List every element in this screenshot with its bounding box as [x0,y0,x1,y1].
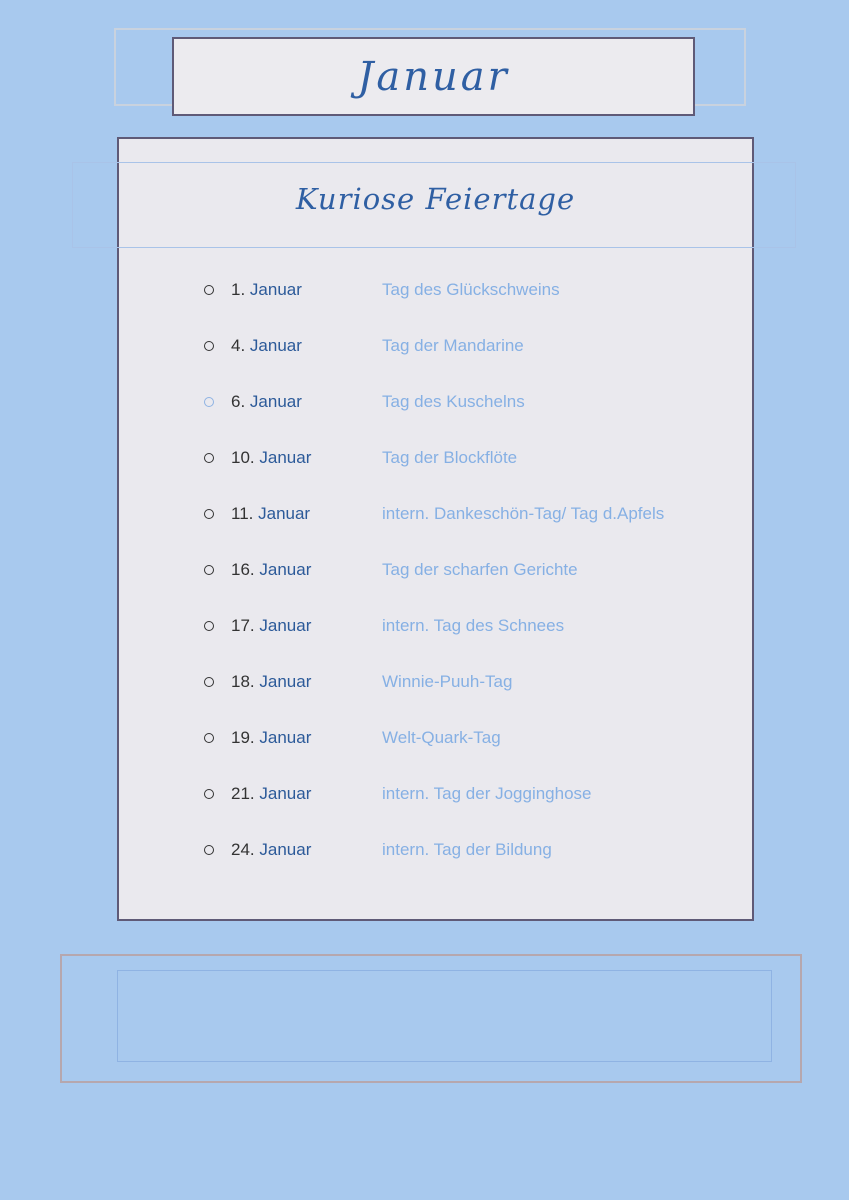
card-subtitle: Kuriose Feiertage [295,182,576,216]
bullet-icon [204,845,214,855]
holiday-name: intern. Tag des Schnees [382,616,565,635]
day-number: 21. [231,784,255,803]
month-name: Januar [259,728,312,747]
list-item [0,277,849,307]
bullet-icon [204,341,214,351]
month-name: Januar [258,504,311,523]
list-item [0,781,849,811]
day-number: 6. [231,392,246,411]
footer-inner-frame [117,970,772,1062]
day-number: 1. [231,280,246,299]
bullet-icon [204,733,214,743]
day-number: 10. [231,448,255,467]
month-name: Januar [249,392,302,411]
month-name: Januar [259,616,312,635]
bullet-icon [204,565,214,575]
holiday-name: intern. Tag der Jogginghose [382,784,592,803]
title-box [172,37,695,116]
list-item [0,333,849,363]
day-number: 24. [231,840,255,859]
date-label [231,275,302,305]
date-label [231,555,311,585]
date-label [231,387,302,417]
list-item [0,837,849,867]
bullet-icon [204,285,214,295]
holiday-name: intern. Dankeschön-Tag/ Tag d.Apfels [382,504,665,523]
date-label [231,779,311,809]
month-name: Januar [259,840,312,859]
month-name: Januar [249,280,302,299]
holiday-name: Tag des Glückschweins [382,280,560,299]
bullet-icon [204,453,214,463]
date-label [231,611,311,641]
month-name: Januar [259,560,312,579]
bullet-icon [204,789,214,799]
list-item [0,389,849,419]
date-label [231,835,311,865]
month-name: Januar [259,448,312,467]
list-item [0,725,849,755]
date-label [231,331,302,361]
day-number: 11. [231,504,254,523]
holiday-name: Tag der Blockflöte [382,448,518,467]
bullet-icon [204,397,214,407]
list-item [0,557,849,587]
list-item [0,501,849,531]
page-title: Januar [357,53,510,100]
bullet-icon [204,509,214,519]
month-name: Januar [259,672,312,691]
holiday-name: Tag der Mandarine [382,336,524,355]
date-label [231,499,310,529]
day-number: 17. [231,616,255,635]
date-label [231,723,311,753]
holiday-name: Welt-Quark-Tag [382,728,501,747]
list-item [0,613,849,643]
bullet-icon [204,677,214,687]
month-name: Januar [249,336,302,355]
holiday-name: intern. Tag der Bildung [382,840,552,859]
holiday-name: Winnie-Puuh-Tag [382,672,513,691]
day-number: 18. [231,672,255,691]
list-item [0,669,849,699]
list-item [0,445,849,475]
day-number: 16. [231,560,255,579]
date-label [231,667,311,697]
holiday-name: Tag der scharfen Gerichte [382,560,578,579]
day-number: 4. [231,336,246,355]
holiday-name: Tag des Kuschelns [382,392,525,411]
bullet-icon [204,621,214,631]
month-name: Januar [259,784,312,803]
date-label [231,443,311,473]
day-number: 19. [231,728,255,747]
